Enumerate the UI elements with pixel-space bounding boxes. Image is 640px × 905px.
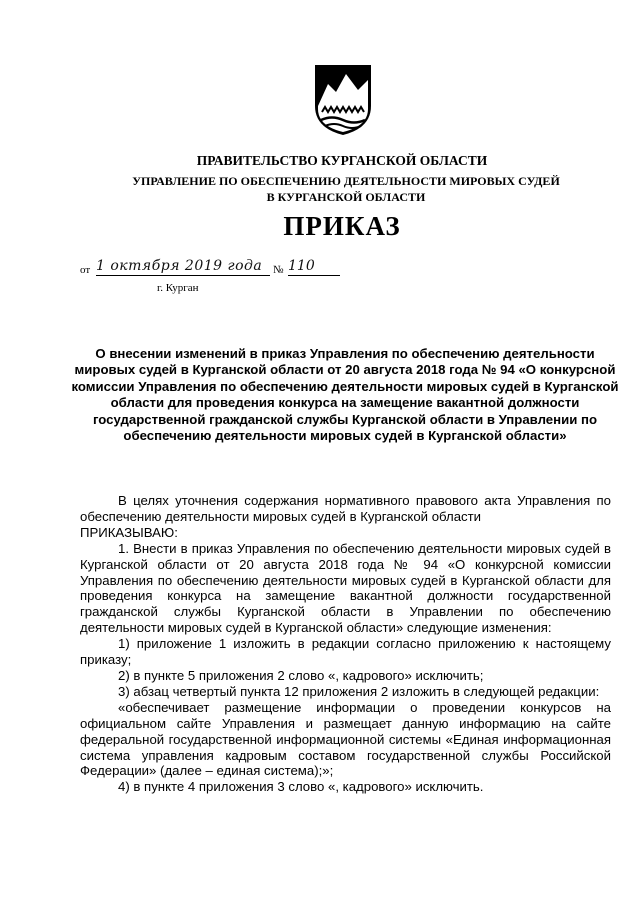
order-body xyxy=(80,493,611,795)
order-word: ПРИКАЗЫВАЮ: xyxy=(80,524,178,540)
org-name-region: В КУРГАНСКОЙ ОБЛАСТИ xyxy=(266,190,426,204)
date-from-label: от xyxy=(80,264,91,276)
item-1-1: 1) приложение 1 изложить в редакции согласно приложению к настоящему приказу; xyxy=(80,636,611,668)
document-type-title: ПРИКАЗ xyxy=(283,211,401,241)
intro-paragraph xyxy=(80,493,611,525)
item-1: 1. Внести в приказ Управления по обеспечению деятельности мировых судей в Курганской области от 20 августа 2018 года № 94 «О конкурсной комиссии Управления по обеспечению деятельности мировых судей в Курганской области для проведения конкурса на замещение вакантной должности государственной гражданской службы Курганской области в Управлении по обеспечению деятельности мировых судей в Курганской области» следующие изменения: xyxy=(80,540,611,636)
org-name-government: ПРАВИТЕЛЬСТВО КУРГАНСКОЙ ОБЛАСТИ xyxy=(196,153,488,168)
item-1-2: 2) в пункте 5 приложения 2 слово «, кадрового» исключить; xyxy=(118,667,484,683)
number-label: № xyxy=(273,264,284,276)
order-subject: О внесении изменений в приказ Управления по обеспечению деятельности мировых судей в Курганской области от 20 августа 2018 года № 94 «О конкурсной комиссии Управления по обеспечению деятельности мировых судей в Курганской области для проведения конкурса на замещение вакантной должности государственной гражданской службы Курганской области в Управлении по обеспечению деятельности мировых судей в Курганской области» xyxy=(71,346,619,444)
city-label: г. Курган xyxy=(157,282,199,294)
org-name-department: УПРАВЛЕНИЕ ПО ОБЕСПЕЧЕНИЮ ДЕЯТЕЛЬНОСТИ МИРОВЫХ СУДЕЙ xyxy=(132,174,560,188)
handwritten-date: 1 октября 2019 года xyxy=(96,258,270,276)
handwritten-number: 110 xyxy=(288,258,340,276)
item-1-3-quote: «обеспечивает размещение информации о проведении конкурсов на официальном сайте Управления и размещает данную информацию на сайте федеральной государственной информационной системы «Единая информационная система управления кадровым составом государственной службы Российской Федерации» (далее – единая система);»; xyxy=(80,699,611,779)
item-1-3: 3) абзац четвертый пункта 12 приложения 2 изложить в следующей редакции: xyxy=(118,683,600,699)
item-1-4: 4) в пункте 4 приложения 3 слово «, кадрового» исключить. xyxy=(118,779,484,795)
coat-of-arms-icon xyxy=(312,62,374,138)
intro-text: В целях уточнения содержания нормативного правового акта Управления по обеспечению деятельности мировых судей в Курганской области xyxy=(80,493,611,524)
